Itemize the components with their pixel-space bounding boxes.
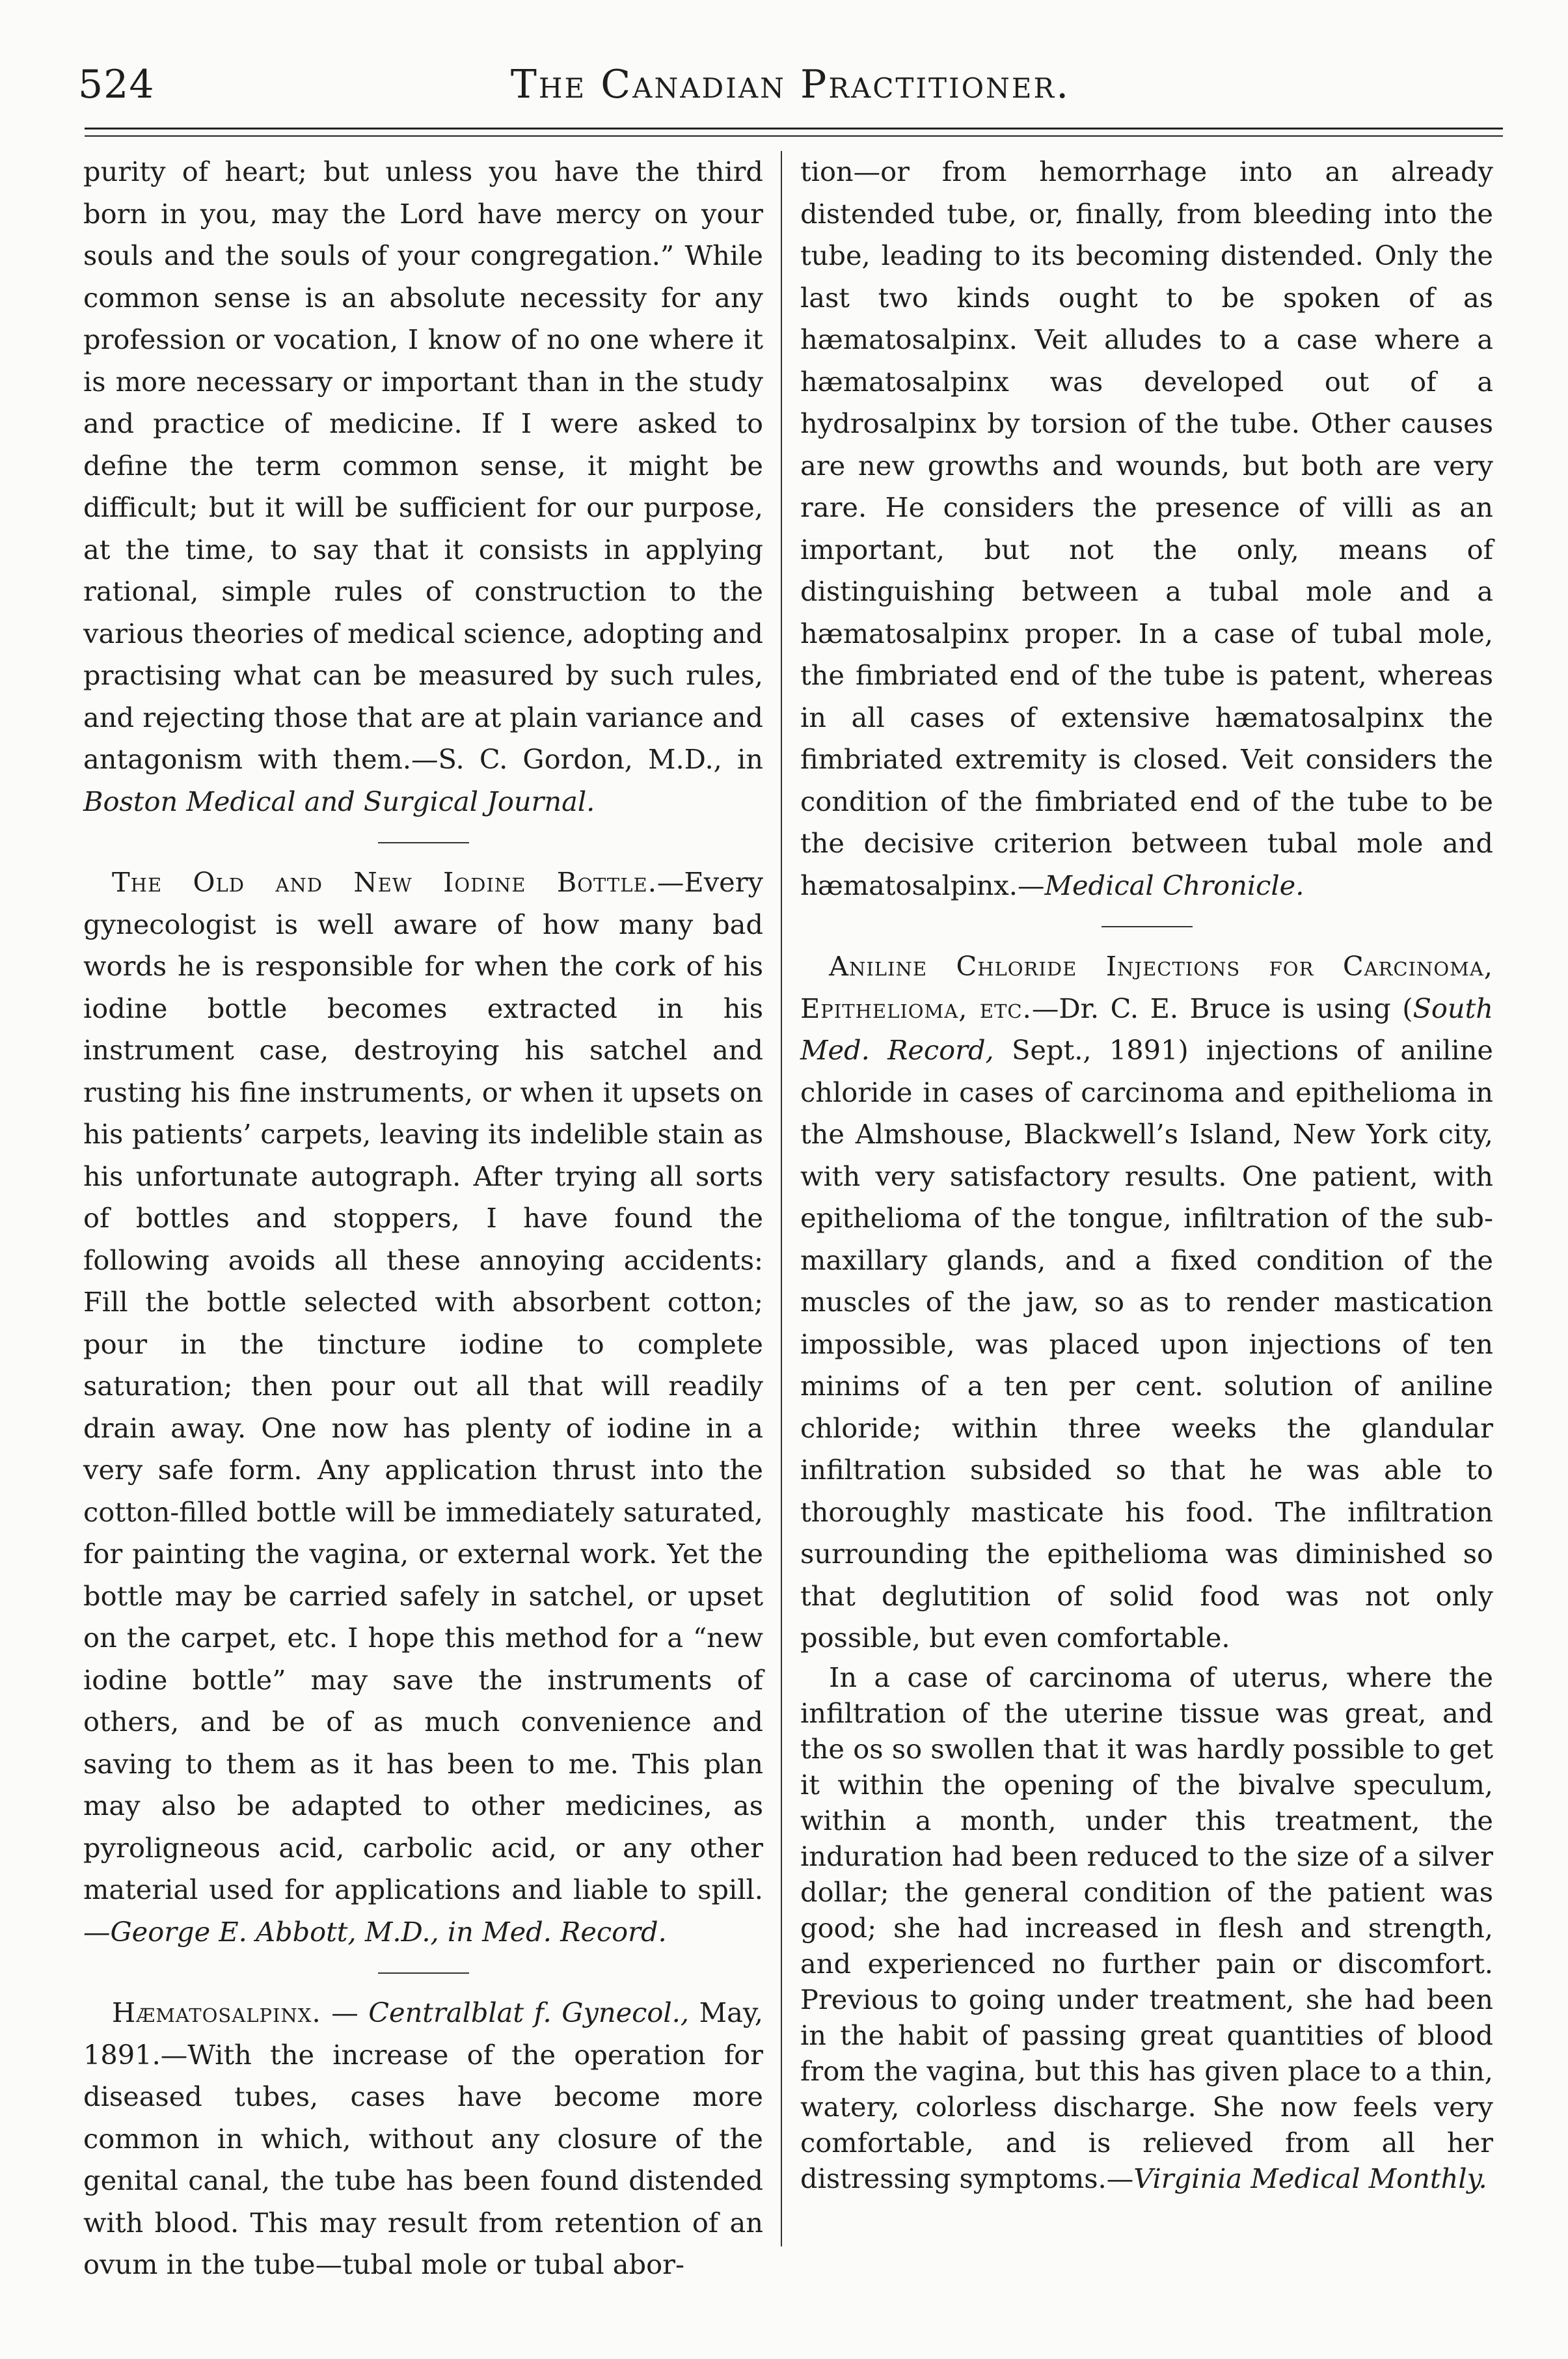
article-haematosalpinx-heading: Hæmatosalpinx. (112, 1997, 321, 2028)
running-head: The Canadian Practitioner. (510, 62, 1071, 107)
article-separator (1102, 926, 1193, 927)
article-haematosalpinx-cont-text: tion—or from hemorrhage into an already distended tube, or, finally, from bleeding into the tube, leading to its becoming distended. Only the last two kinds ought to be spoken of as hæmatosalpinx. Veit alludes to a case where a hæmatosalpinx was developed out of a hydrosalpinx by torsion of the tube. Other causes are new growths and wounds, but both are very rare. He considers the presence of villi as an important, but not the only, means of distinguishing between a tubal mole and a hæmatosalpinx proper. In a case of tubal mole, the fimbriated end of the tube is patent, whereas in all cases of extensive hæmatosalpinx the fimbriated extremity is closed. Veit considers the condition of the fimbriated end of the tube to be the decisive criterion between tubal mole and hæmatosalpinx.— (800, 156, 1493, 901)
page-number: 524 (78, 62, 155, 107)
article-gordon-text: purity of heart; but unless you have the third born in you, may the Lord have mercy on your souls and the souls of your congregation.” While common sense is an absolute necessity for any profession or vocation, I know of no one where it is more necessary or important than in the study and practice of medicine. If I were asked to define the term common sense, it might be difficult; but it will be sufficient for our purpose, at the time, to say that it consists in applying rational, simple rules of construction to the various theories of medical science, adopting and practising what can be measured by such rules, and rejecting those that are at plain variance and antagonism with them.—S. C. Gordon, M.D., in (83, 156, 763, 775)
article-haematosalpinx-text: May, 1891.—With the increase of the operation for diseased tubes, cases have become more common in which, without any closure of the genital canal, the tube has been found distended with blood. This may result from retention of an ovum in the tube—tubal mole or tubal abor- (83, 1997, 763, 2280)
article-haematosalpinx (83, 1992, 763, 2286)
article-haematosalpinx-cont-source: Medical Chronicle. (1044, 869, 1304, 901)
article-aniline-case-text: In a case of carcinoma of uterus, where the infiltration of the uterine tissue was great, and the os so swollen that it was hardly possible to get it within the opening of the bivalve speculum, within a month, under this treatment, the induration had been reduced to the size of a silver dollar; the general condition of the patient was good; she had increased in flesh and strength, and experienced no further pain or discomfort. Previous to going under treatment, she had been in the habit of passing great quantities of blood from the vagina, but this has given place to a thin, watery, colorless discharge. She now feels very comfortable, and is relieved from all her distressing symptoms.— (800, 1661, 1493, 2194)
article-iodine-text: —Every gynecologist is well aware of how many bad words he is responsible for when the cork of his iodine bottle becomes extracted in his instrument case, destroying his satchel and rusting his fine instruments, or when it upsets on his patients’ carpets, leaving its indelible stain as his unfortunate autograph. After trying all sorts of bottles and stoppers, I have found the following avoids all these annoying accidents: Fill the bottle selected with absorbent cotton; pour in the tincture iodine to complete saturation; then pour out all that will readily drain away. One now has plenty of iodine in a very safe form. Any application thrust into the cotton-filled bottle will be immediately saturated, for painting the vagina, or external work. Yet the bottle may be carried safely in satchel, or upset on the carpet, etc. I hope this method for a “new iodine bottle” may save the instruments of others, and be of as much convenience and saving to them as it has been to me. This plan may also be adapted to other medicines, as pyroligneous acid, carbolic acid, or any other material used for applications and liable to spill. (83, 866, 763, 1905)
article-iodine-bottle (83, 862, 763, 1953)
article-gordon-continuation (83, 151, 763, 823)
article-haematosalpinx-dash: — (321, 1997, 369, 2028)
article-haematosalpinx-continuation (800, 151, 1493, 907)
left-column (83, 151, 763, 2281)
right-column (800, 151, 1493, 2281)
header-rule-bottom (85, 135, 1503, 137)
article-iodine-heading: The Old and New Iodine Bottle. (112, 866, 657, 898)
header-rule-top (85, 128, 1503, 130)
article-aniline-case-uterus (800, 1659, 1493, 2196)
article-separator (378, 1972, 469, 1974)
article-iodine-source: —George E. Abbott, M.D., in Med. Record. (83, 1915, 667, 1948)
article-aniline-case-source: Virginia Medical Monthly. (1133, 2162, 1487, 2194)
article-aniline-citation: South Med. Record, (800, 992, 1493, 1066)
page-header (78, 62, 1503, 133)
article-gordon-source: Boston Medical and Surgical Journal. (83, 785, 595, 817)
article-aniline-text-b: Sept., 1891) injections of aniline chloride in cases of carcinoma and epithelioma in the Almshouse, Blackwell’s Island, New York city, with very satisfactory results. One patient, with epithelioma of the tongue, infiltration of the sub-maxillary glands, and a fixed condition of the muscles of the jaw, so as to render mastication impossible, was placed upon injections of ten minims of a ten per cent. solution of aniline chloride; within three weeks the glandular infiltration subsided so that he was able to thoroughly masticate his food. The infiltration surrounding the epithelioma was diminished so that deglutition of solid food was not only possible, but even comfortable. (800, 1034, 1493, 1654)
article-haematosalpinx-source: Centralblat f. Gynecol., (368, 1997, 690, 2028)
column-divider (781, 151, 782, 2246)
article-separator (378, 842, 469, 843)
article-aniline-chloride (800, 946, 1493, 1659)
article-aniline-text-a: —Dr. C. E. Bruce is using ( (1031, 992, 1413, 1024)
article-aniline-heading: Aniline Chloride Injections for Carcinoma, Epithelioma, etc. (800, 950, 1493, 1024)
